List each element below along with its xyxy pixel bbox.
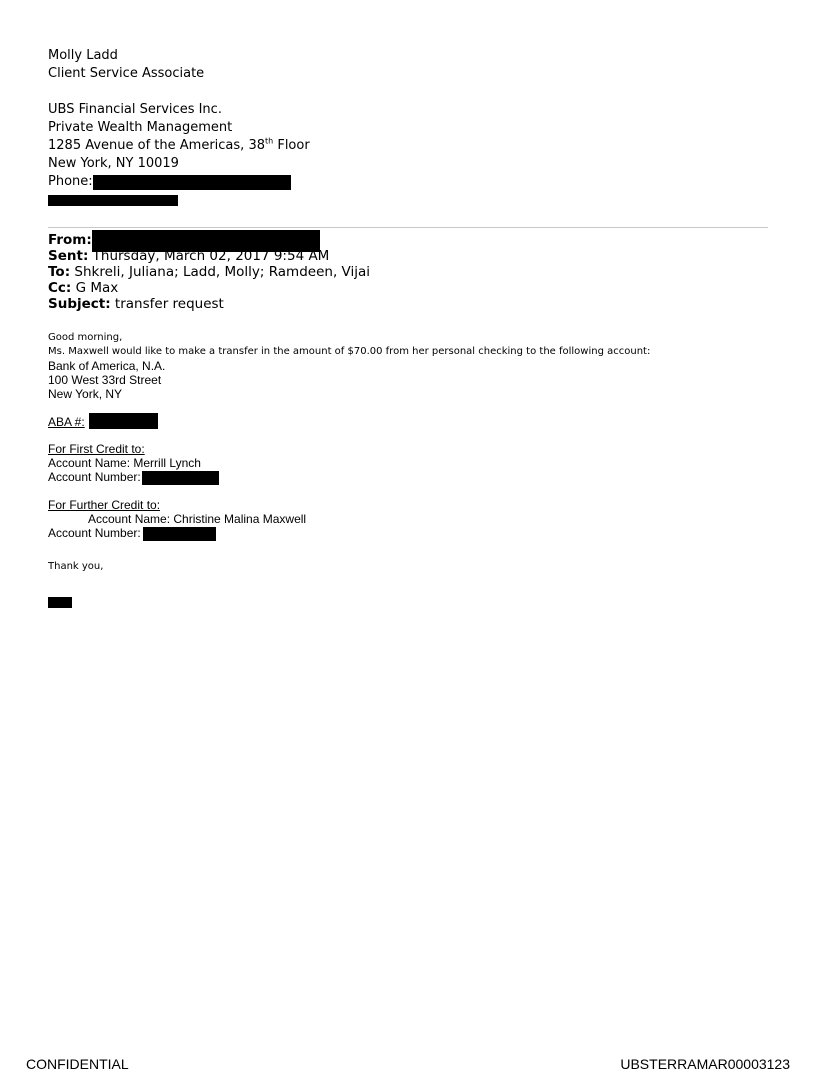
bank-street: 100 West 33rd Street	[48, 373, 162, 387]
cc-label: Cc:	[48, 280, 72, 296]
transfer-request: Ms. Maxwell would like to make a transfer in the amount of $70.00 from her personal checking to the following account:	[48, 346, 651, 357]
further-account-number-label: Account Number:	[48, 526, 141, 540]
bank-name: Bank of America, N.A.	[48, 359, 166, 373]
to-label: To:	[48, 264, 71, 280]
signature-division: Private Wealth Management	[48, 120, 233, 135]
first-account-name: Account Name: Merrill Lynch	[48, 456, 201, 470]
cc-value: G Max	[71, 280, 119, 296]
bank-city: New York, NY	[48, 387, 123, 401]
sender-name-redaction	[48, 597, 72, 608]
email-redaction	[48, 195, 178, 206]
sent-value: Thursday, March 02, 2017 9:54 AM	[88, 248, 330, 264]
subject-label: Subject:	[48, 296, 111, 312]
sent-line	[48, 248, 329, 264]
from-label: From:	[48, 232, 92, 248]
from-line	[48, 232, 92, 248]
signature-address	[48, 137, 310, 155]
signature-address-sup: th	[264, 136, 274, 146]
signature-company: UBS Financial Services Inc.	[48, 102, 222, 117]
to-value: Shkreli, Juliana; Ladd, Molly; Ramdeen, Vijai	[70, 264, 370, 280]
signature-name: Molly Ladd	[48, 48, 118, 63]
footer-confidential: CONFIDENTIAL	[26, 1056, 129, 1072]
signature-phone-label: Phone:	[48, 174, 93, 189]
subject-value: transfer request	[110, 296, 224, 312]
phone-redaction	[93, 175, 291, 190]
first-credit-label: For First Credit to:	[48, 442, 145, 456]
sent-label: Sent:	[48, 248, 89, 264]
closing: Thank you,	[48, 561, 104, 572]
further-account-number-redaction	[143, 527, 216, 541]
signature-title: Client Service Associate	[48, 66, 205, 81]
signature-address-main: 1285 Avenue of the Americas, 38	[48, 138, 265, 153]
signature-address-floor: Floor	[273, 138, 310, 153]
aba-redaction	[89, 413, 158, 429]
to-line	[48, 264, 370, 280]
further-account-name: Account Name: Christine Malina Maxwell	[88, 512, 307, 526]
first-account-number-redaction	[142, 471, 219, 485]
header-separator	[48, 227, 768, 228]
further-credit-label: For Further Credit to:	[48, 498, 161, 512]
footer-bates-number: UBSTERRAMAR00003123	[620, 1056, 790, 1072]
signature-city: New York, NY 10019	[48, 156, 179, 171]
aba-label: ABA #:	[48, 415, 85, 429]
subject-line	[48, 296, 224, 312]
cc-line	[48, 280, 118, 296]
greeting: Good morning,	[48, 332, 123, 343]
first-account-number-label: Account Number:	[48, 470, 141, 484]
